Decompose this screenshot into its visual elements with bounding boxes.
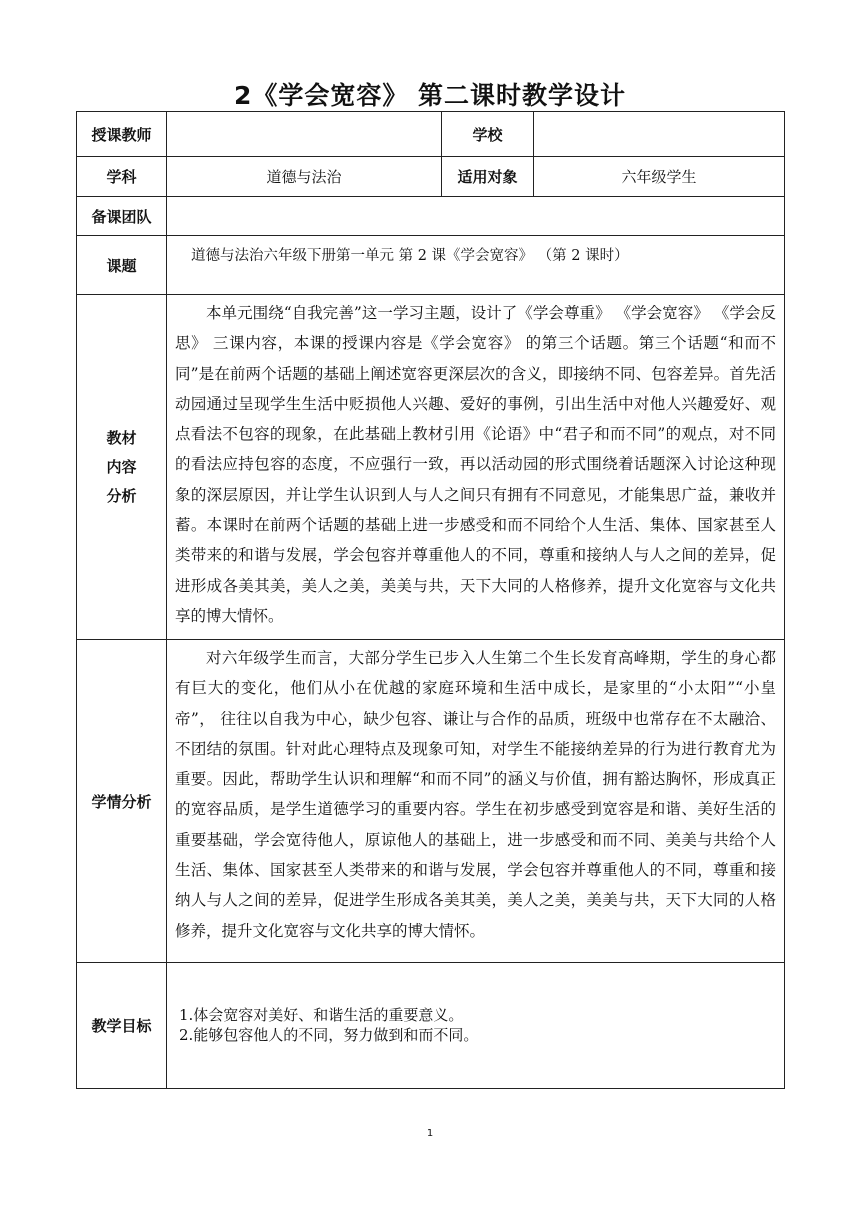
table-row xyxy=(77,112,785,157)
material-analysis-text: 本单元围绕“自我完善”这一学习主题，设计了《学会尊重》 《学会宽容》 《学会反思》 三课内容，本课的授课内容是《学会宽容》 的第三个话题。第三个话题“和而不同”是在前两个话题的基础上阐述宽容更深层次的含义，即接纳不同、包容差异。首先活动园通过呈现学生生活中贬损他人兴趣、爱好的事例，引出生活中对他人兴趣爱好、观点看法不包容的现象，在此基础上教材引用《论语》中“君子和而不同”的观点，对不同的看法应持包容的态度，不应强行一致，再以活动园的形式围绕着话题深入讨论这种现象的深层原因，并让学生认识到人与人之间只有拥有不同意见，才能集思广益，兼收并蓄。本课时在前两个话题的基础上进一步感受和而不同给个人生活、集体、国家甚至人类带来的和谐与发展，学会包容并尊重他人的不同，尊重和接纳人与人之间的差异，促进形成各美其美，美人之美，美美与共，天下大同的人格修养，提升文化宽容与文化共享的博大情怀。 xyxy=(175,304,776,625)
teacher-label: 授课教师 xyxy=(77,112,167,157)
student-analysis-label: 学情分析 xyxy=(77,640,167,963)
material-analysis-cell xyxy=(167,295,785,640)
material-label-line: 教材 xyxy=(106,428,137,447)
goal-item: 1.体会宽容对美好、和谐生活的重要意义。 xyxy=(179,1006,464,1024)
student-analysis-text: 对六年级学生而言，大部分学生已步入人生第二个生长发育高峰期，学生的身心都有巨大的变化，他们从小在优越的家庭环境和生活中成长，是家里的“小太阳”“小皇帝”， 往往以自我为中心，缺少包容、谦让与合作的品质，班级中也常存在不太融洽、不团结的氛围。针对此心理特点及现象可知，对学生不能接纳差异的行为进行教育尤为重要。因此，帮助学生认识和理解“和而不同”的涵义与价值，拥有豁达胸怀，形成真正的宽容品质，是学生道德学习的重要内容。学生在初步感受到宽容是和谐、美好生活的重要基础，学会宽待他人，原谅他人的基础上，进一步感受和而不同、美美与共给个人生活、集体、国家甚至人类带来的和谐与发展，学会包容并尊重他人的不同，尊重和接纳人与人之间的差异，促进学生形成各美其美，美人之美，美美与共，天下大同的人格修养，提升文化宽容与文化共享的博大情怀。 xyxy=(175,649,776,940)
audience-label: 适用对象 xyxy=(442,157,534,197)
student-analysis-cell xyxy=(167,640,785,963)
audience-value: 六年级学生 xyxy=(534,157,785,197)
table-row xyxy=(77,640,785,963)
material-label-line: 分析 xyxy=(106,486,137,505)
team-label: 备课团队 xyxy=(77,197,167,236)
goal-item: 2.能够包容他人的不同，努力做到和而不同。 xyxy=(179,1026,479,1044)
table-row xyxy=(77,197,785,236)
team-value xyxy=(167,197,785,236)
table-row xyxy=(77,236,785,295)
table-row xyxy=(77,963,785,1089)
subject-label: 学科 xyxy=(77,157,167,197)
page-number: 1 xyxy=(426,1128,434,1139)
teacher-value xyxy=(167,112,442,157)
goal-label: 教学目标 xyxy=(77,963,167,1089)
school-value xyxy=(534,112,785,157)
material-label xyxy=(77,295,167,640)
topic-label: 课题 xyxy=(77,236,167,295)
goal-cell xyxy=(167,963,785,1089)
school-label: 学校 xyxy=(442,112,534,157)
table-row xyxy=(77,295,785,640)
document-title: 2《学会宽容》 第二课时教学设计 xyxy=(233,81,627,110)
topic-value: 道德与法治六年级下册第一单元 第 2 课《学会宽容》 （第 2 课时） xyxy=(167,236,785,295)
lesson-plan-table xyxy=(76,111,785,1089)
goal-list xyxy=(167,963,784,1045)
table-row xyxy=(77,157,785,197)
subject-value: 道德与法治 xyxy=(167,157,442,197)
material-label-line: 内容 xyxy=(106,457,137,476)
